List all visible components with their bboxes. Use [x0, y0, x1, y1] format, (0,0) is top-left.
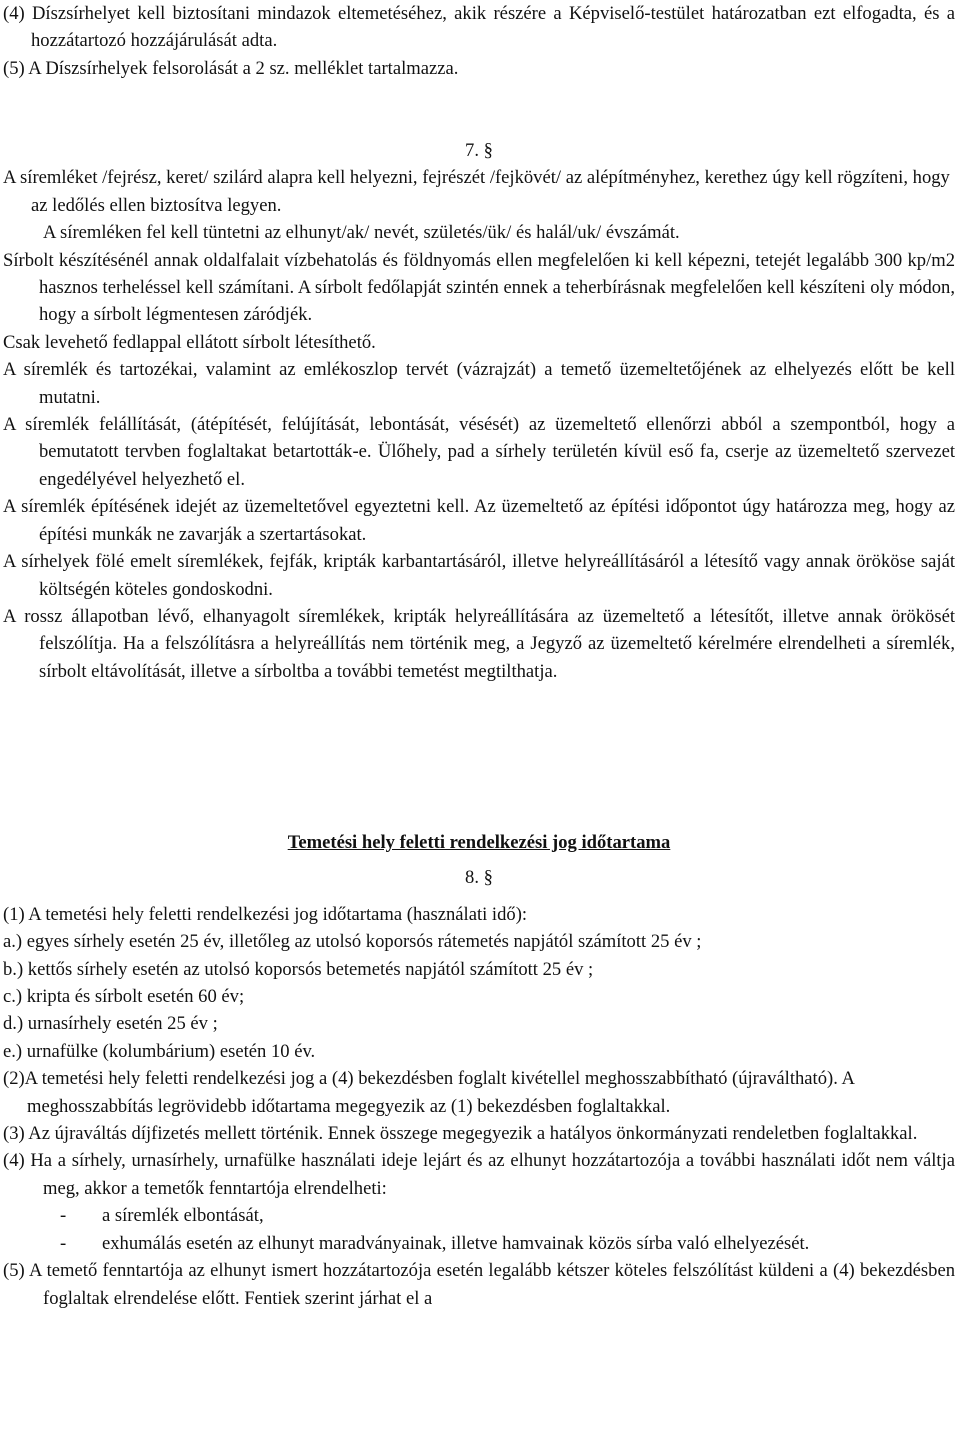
section-7-paragraph: A síremlék felállítását, (átépítését, felújítását, lebontását, vésését) az üzemeltető ellenőrzi abból a szempontból, hogy a bemutatott tervben foglaltakat betartották-e. Ülőhely, pad a sírhely területén kívül eső fa, cserje az üzemeltető szervezet engedélyével helyezhető el. — [3, 414, 955, 490]
dash-list-item — [3, 1230, 955, 1257]
paragraph-5: (5) A Díszsírhelyek felsorolását a 2 sz. melléklet tartalmazza. — [3, 57, 459, 79]
section-8-number: 8. § — [465, 867, 493, 889]
section-7-paragraph: Sírbolt készítésénél annak oldalfalait vízbehatolás és földnyomás ellen megfelelően ki kell képezni, tetejét legalább 300 kp/m2 hasznos terheléssel kell számítani. A sírbolt fedőlapját szintén ennek a teherbírásnak megfelelően kell készíteni oly módon, hogy a sírbolt légmentesen záródjék. — [3, 249, 955, 326]
section-8-paragraph-5: (5) A temető fenntartója az elhunyt ismert hozzátartozója esetén legalább kétszer köteles felszólítást küldeni a (4) bekezdésben foglaltak elrendelése előtt. Fentiek szerint járhat el a — [3, 1260, 955, 1309]
paragraph-4: (4) Díszsírhelyet kell biztosítani mindazok eltemetéséhez, akik részére a Képviselő-testület határozatban ezt elfogadta, és a hozzátartozó hozzájárulását adta. — [3, 3, 955, 52]
dash-bullet: - — [60, 1205, 67, 1227]
section-7 — [3, 137, 955, 685]
list-item: b.) kettős sírhely esetén az utolsó koporsós betemetés napjától számított 25 év ; — [3, 958, 594, 980]
section-7-number: 7. § — [465, 140, 493, 161]
list-item: e.) urnafülke (kolumbárium) esetén 10 év. — [3, 1040, 316, 1062]
section-8-paragraph-2: (2)A temetési hely feletti rendelkezési jog a (4) bekezdésben foglalt kivétellel meghosszabbítható (újraváltható). A meghosszabbítás legrövidebb időtartama megegyezik az (1) bekezdésben foglaltakkal. — [3, 1068, 854, 1117]
section-7-paragraph: A síremlék építésének idejét az üzemeltetővel egyeztetni kell. Az üzemeltető az építési időpontot úgy határozza meg, hogy az építési munkák ne zavarják a szertartásokat. — [3, 496, 955, 545]
dash-bullet: - — [60, 1232, 67, 1254]
section-8-title: Temetési hely feletti rendelkezési jog időtartama — [287, 832, 671, 853]
section-7-paragraph: A síremléket /fejrész, keret/ szilárd alapra kell helyezni, fejrészét /fejkövét/ az alépítményhez, kerethez úgy kell rögzíteni, hogy az ledőlés ellen biztosítva legyen. — [3, 167, 950, 216]
section-7-paragraph: A rossz állapotban lévő, elhanyagolt síremlékek, kripták helyreállítására az üzemeltető a létesítőt, illetve annak örökösét felszólítja. Ha a felszólításra a helyreállítás nem történik meg, a Jegyző az üzemeltető kérelmére elrendelheti a síremlék, sírbolt eltávolítását, illetve a sírboltba a további temetést megtilthatja. — [3, 605, 955, 682]
section-8 — [3, 829, 955, 1312]
dash-list-item-text: exhumálás esetén az elhunyt maradványainak, illetve hamvainak közös sírba való elhelyezését. — [102, 1232, 810, 1254]
section-8-paragraph-3: (3) Az újraváltás díjfizetés mellett történik. Ennek összege megegyezik a hatályos önkormányzati rendeletben foglaltakkal. — [3, 1123, 918, 1145]
section-7-paragraph: A sírhelyek fölé emelt síremlékek, fejfák, kripták karbantartásáról, illetve helyreállításáról a létesítő vagy annak örököse saját költségén köteles gondoskodni. — [3, 551, 955, 600]
section-8-intro: (1) A temetési hely feletti rendelkezési jog időtartama (használati idő): — [3, 903, 528, 925]
dash-list-item-text: a síremlék elbontását, — [102, 1205, 264, 1227]
top-section — [3, 0, 955, 82]
section-8-paragraph-4: (4) Ha a sírhely, urnasírhely, urnafülke használati ideje lejárt és az elhunyt hozzátartozója a további használati időt nem váltja meg, akkor a temetők fenntartója elrendelheti: — [3, 1150, 955, 1199]
section-7-paragraph: A síremléken fel kell tüntetni az elhunyt/ak/ nevét, születés/ük/ és halál/uk/ évszámát. — [43, 222, 680, 244]
section-7-paragraph: Csak levehető fedlappal ellátott sírbolt létesíthető. — [3, 331, 376, 353]
list-item: c.) kripta és sírbolt esetén 60 év; — [3, 986, 245, 1008]
section-7-paragraph: A síremlék és tartozékai, valamint az emlékoszlop tervét (vázrajzát) a temető üzemeltetőjének az elhelyezés előtt be kell mutatni. — [3, 359, 955, 408]
dash-list-item — [3, 1202, 955, 1229]
list-item: a.) egyes sírhely esetén 25 év, illetőleg az utolsó koporsós rátemetés napjától számított 25 év ; — [3, 931, 702, 953]
list-item: d.) urnasírhely esetén 25 év ; — [3, 1013, 218, 1035]
